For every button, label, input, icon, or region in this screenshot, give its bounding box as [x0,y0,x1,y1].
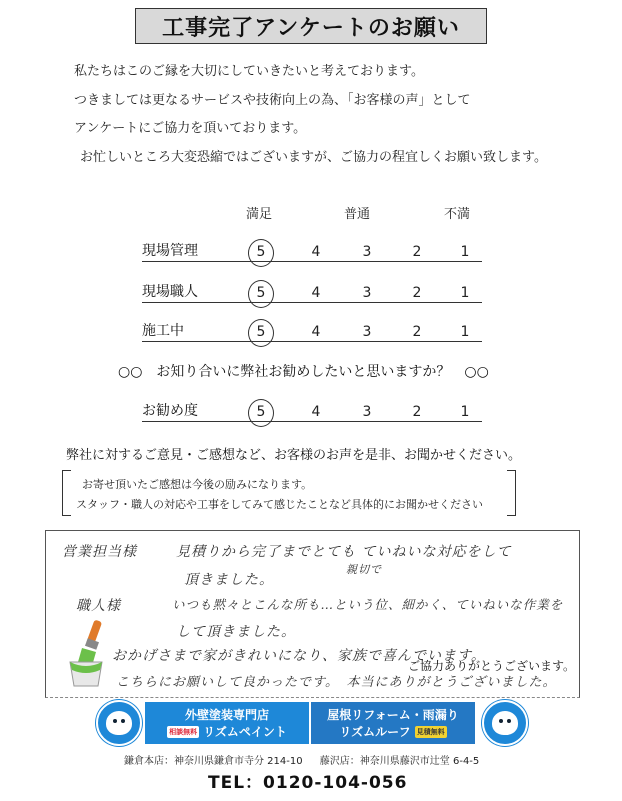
recommend-question: ○○ お知り合いに弊社お勧めしたいと思いますか？ ○○ [118,364,489,380]
hw-sales-insert: 親切で [346,563,382,576]
feedback-prompt: 弊社に対するご意見・ご感想など、お客様のお声を是非、お聞かせください。 [66,448,522,463]
rating-option-1[interactable]: 1 [460,404,470,420]
rating-option-2[interactable]: 2 [412,324,422,340]
banner-paint-name: リズムペイント [203,725,287,739]
scale-header-satisfied: 満足 [246,207,273,222]
rating-option-3[interactable]: 3 [362,285,372,301]
rating-option-2[interactable]: 2 [412,285,422,301]
rating-row-recommend [142,398,482,424]
rating-underline [142,341,482,342]
intro-text [58,58,578,172]
banner-roof[interactable] [309,702,475,744]
rating-underline [142,421,482,422]
rating-option-2[interactable]: 2 [412,404,422,420]
rating-row-site-management [142,238,482,264]
footer [0,698,622,801]
mascot-paint-logo [96,700,142,746]
rating-underline [142,302,482,303]
rating-underline [142,261,482,262]
rating-option-4[interactable]: 4 [311,404,321,420]
rating-option-1[interactable]: 1 [460,285,470,301]
scale-header-normal: 普通 [344,207,371,222]
rating-option-5[interactable]: 5 [254,324,268,340]
hw-craft-line-2: して頂きました。 [176,624,296,640]
scale-header-dissatisfied: 不満 [444,207,471,222]
store-addresses [124,752,493,767]
intro-line-2: つきましては更なるサービスや技術向上の為、「お客様の声」として [74,92,471,108]
rating-option-4[interactable]: 4 [311,244,321,260]
feedback-note-1: お寄せ頂いたご感想は今後の励みになります。 [82,478,313,491]
rating-option-5[interactable]: 5 [254,285,268,301]
intro-line-3: アンケートにご協力を頂いております。 [74,121,307,136]
rating-option-3[interactable]: 3 [362,244,372,260]
rating-option-5[interactable]: 5 [254,404,268,420]
telephone[interactable]: TEL：0120-104-056 [208,773,408,793]
footer-banner [145,702,475,744]
rating-option-4[interactable]: 4 [311,324,321,340]
banner-roof-title: 屋根リフォーム・雨漏り [327,708,459,722]
hw-sales-label: 営業担当様 [62,544,137,560]
banner-paint-title: 外壁塗装専門店 [184,708,269,722]
rating-label: 現場職人 [142,284,198,300]
banner-paint[interactable] [145,702,309,744]
free-estimate-tag: 見積無料 [416,727,445,736]
paint-bucket-icon [62,618,122,688]
feedback-note-box [62,470,516,516]
rating-option-5[interactable]: 5 [254,244,268,260]
rating-option-3[interactable]: 3 [362,324,372,340]
hw-craft-line-1: いつも黙々とこんな所も…という位、細かく、ていねいな作業を [172,597,564,612]
rating-label: 現場管理 [142,243,198,259]
rating-option-2[interactable]: 2 [412,244,422,260]
rating-option-4[interactable]: 4 [311,285,321,301]
rating-option-3[interactable]: 3 [362,404,372,420]
address-kamakura: 鎌倉本店：神奈川県鎌倉市寺分 214-10 [124,756,303,767]
hw-sales-line-2: 頂きました。 [184,572,274,588]
page-title: 工事完了アンケートのお願い [135,8,487,44]
rating-row-site-craftsmen [142,279,482,305]
comment-box[interactable] [45,530,580,698]
address-fujisawa: 藤沢店：神奈川県藤沢市辻堂 6-4-5 [319,756,480,767]
printed-thanks: ご協力ありがとうございます。 [408,659,576,673]
hw-craft-label: 職人様 [76,598,121,614]
hw-sales-line-1: 見積りから完了までとても ていねいな対応をして [176,544,512,560]
hw-line-4: こちらにお願いして良かったです。 本当にありがとうございました。 [116,675,557,690]
intro-line-1: 私たちはこのご縁を大切にしていきたいと考えております。 [74,64,424,79]
rating-label: お勧め度 [142,403,198,419]
banner-roof-name: リズムルーフ [339,725,411,739]
mascot-roof-logo [482,700,528,746]
rating-label: 施工中 [142,323,184,339]
feedback-note-2: スタッフ・職人の対応や工事をしてみて感じたことなど具体的にお聞かせください [76,498,483,511]
rating-row-during-construction [142,318,482,344]
free-consult-tag: 相談無料 [169,727,198,736]
rating-option-1[interactable]: 1 [460,244,470,260]
rating-option-1[interactable]: 1 [460,324,470,340]
intro-line-4: お忙しいところ大変恐縮ではございますが、ご協力の程宜しくお願い致します。 [80,149,547,165]
hw-line-3: おかげさまで家がきれいになり、家族で喜んでいます。 [112,648,486,664]
